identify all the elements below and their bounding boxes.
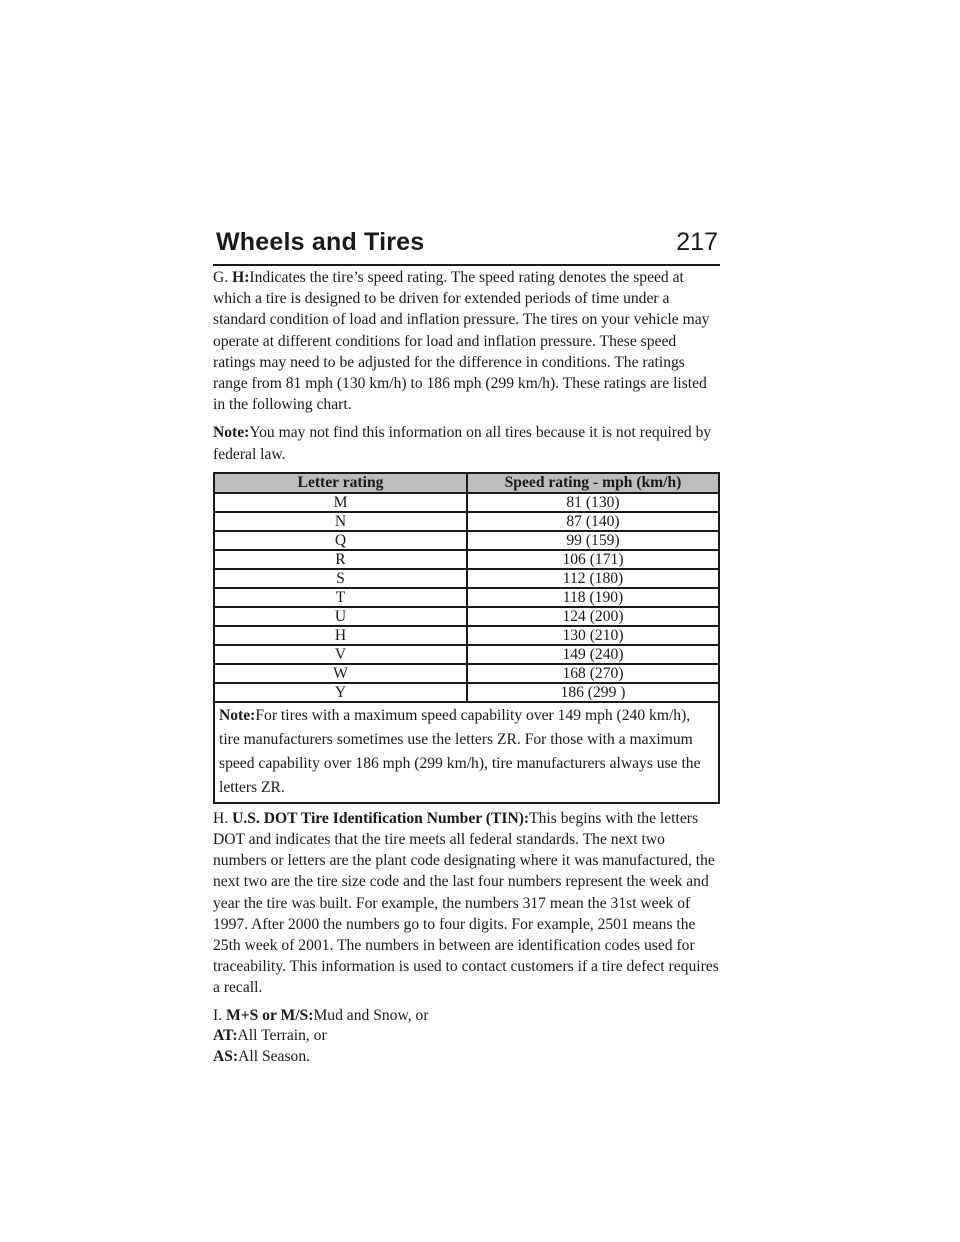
- letter-cell: M: [214, 493, 467, 512]
- note-label: Note:: [219, 706, 256, 724]
- page-number: 217: [676, 228, 718, 256]
- table-row: [214, 550, 719, 569]
- speed-cell: 124 (200): [467, 607, 719, 626]
- speed-rating-table: [213, 472, 720, 804]
- note-label: Note:: [213, 424, 250, 442]
- speed-cell: 130 (210): [467, 626, 719, 645]
- section-title: Wheels and Tires: [216, 228, 425, 256]
- note-text: For tires with a maximum speed capability over 149 mph (240 km/h), tire manufacturers sometimes use the letters ZR. For those with a maximum speed capability over 186 mph (299 km/h), tire manufacturers always use the letters ZR.: [219, 706, 701, 796]
- list-item: [213, 1006, 720, 1027]
- item-term: AS:: [213, 1047, 239, 1065]
- list-item: [213, 1026, 720, 1047]
- item-prefix: I.: [213, 1006, 223, 1024]
- column-header-speed: Speed rating - mph (km/h): [467, 473, 719, 493]
- item-term: H:: [232, 269, 250, 286]
- item-text: All Terrain, or: [237, 1027, 327, 1045]
- table-row: [214, 683, 719, 702]
- letter-cell: N: [214, 512, 467, 531]
- page-content: [213, 267, 720, 1067]
- table-note-row: [214, 702, 719, 803]
- letter-cell: R: [214, 550, 467, 569]
- speed-cell: 81 (130): [467, 493, 719, 512]
- page-header: [213, 224, 720, 266]
- letter-cell: U: [214, 607, 467, 626]
- item-prefix: G.: [213, 269, 229, 286]
- item-term: U.S. DOT Tire Identification Number (TIN):: [232, 809, 530, 827]
- letter-cell: Y: [214, 683, 467, 702]
- item-term: AT:: [213, 1027, 238, 1045]
- item-text: All Season.: [238, 1047, 311, 1065]
- item-text: Mud and Snow, or: [313, 1006, 429, 1024]
- list-item: [213, 1047, 720, 1068]
- table-row: [214, 645, 719, 664]
- item-text: Indicates the tire’s speed rating. The speed rating denotes the speed at which a tire is designed to be driven for extended periods of time under a standard condition of load and inflation pressure. The tires on your vehicle may operate at different conditions for load and inflation pressure. These speed ratings may need to be adjusted for the difference in conditions. The ratings range from 81 mph (130 km/h) to 186 mph (299 km/h). These ratings are listed in the following chart.: [213, 269, 710, 414]
- speed-cell: 99 (159): [467, 531, 719, 550]
- table-note: [214, 702, 719, 803]
- column-header-letter: Letter rating: [214, 473, 467, 493]
- table-row: [214, 512, 719, 531]
- speed-cell: 106 (171): [467, 550, 719, 569]
- letter-cell: T: [214, 588, 467, 607]
- table-row: [214, 493, 719, 512]
- paragraph-i: [213, 1006, 720, 1068]
- table-row: [214, 664, 719, 683]
- speed-cell: 186 (299 ): [467, 683, 719, 702]
- note-paragraph: [213, 422, 720, 464]
- note-text: You may not find this information on all tires because it is not required by federal law.: [213, 424, 712, 463]
- letter-cell: Q: [214, 531, 467, 550]
- letter-cell: W: [214, 664, 467, 683]
- table-row: [214, 607, 719, 626]
- table-header-row: [214, 473, 719, 493]
- speed-cell: 168 (270): [467, 664, 719, 683]
- table-row: [214, 588, 719, 607]
- table-row: [214, 531, 719, 550]
- table-row: [214, 626, 719, 645]
- paragraph-h: [213, 808, 720, 999]
- letter-cell: H: [214, 626, 467, 645]
- speed-cell: 112 (180): [467, 569, 719, 588]
- speed-cell: 87 (140): [467, 512, 719, 531]
- letter-cell: S: [214, 569, 467, 588]
- item-text: This begins with the letters DOT and indicates that the tire meets all federal standards. The next two numbers or letters are the plant code designating where it was manufactured, the next two are the tire size code and the last four numbers represent the week and year the tire was built. For example, the numbers 317 mean the 31st week of 1997. After 2000 the numbers go to four digits. For example, 2501 means the 25th week of 2001. The numbers in between are identification codes used for traceability. This information is used to contact customers if a tire defect requires a recall.: [213, 809, 719, 997]
- speed-cell: 149 (240): [467, 645, 719, 664]
- item-prefix: H.: [213, 809, 229, 827]
- letter-cell: V: [214, 645, 467, 664]
- paragraph-g: [213, 267, 720, 415]
- table-row: [214, 569, 719, 588]
- speed-cell: 118 (190): [467, 588, 719, 607]
- item-term: M+S or M/S:: [226, 1006, 314, 1024]
